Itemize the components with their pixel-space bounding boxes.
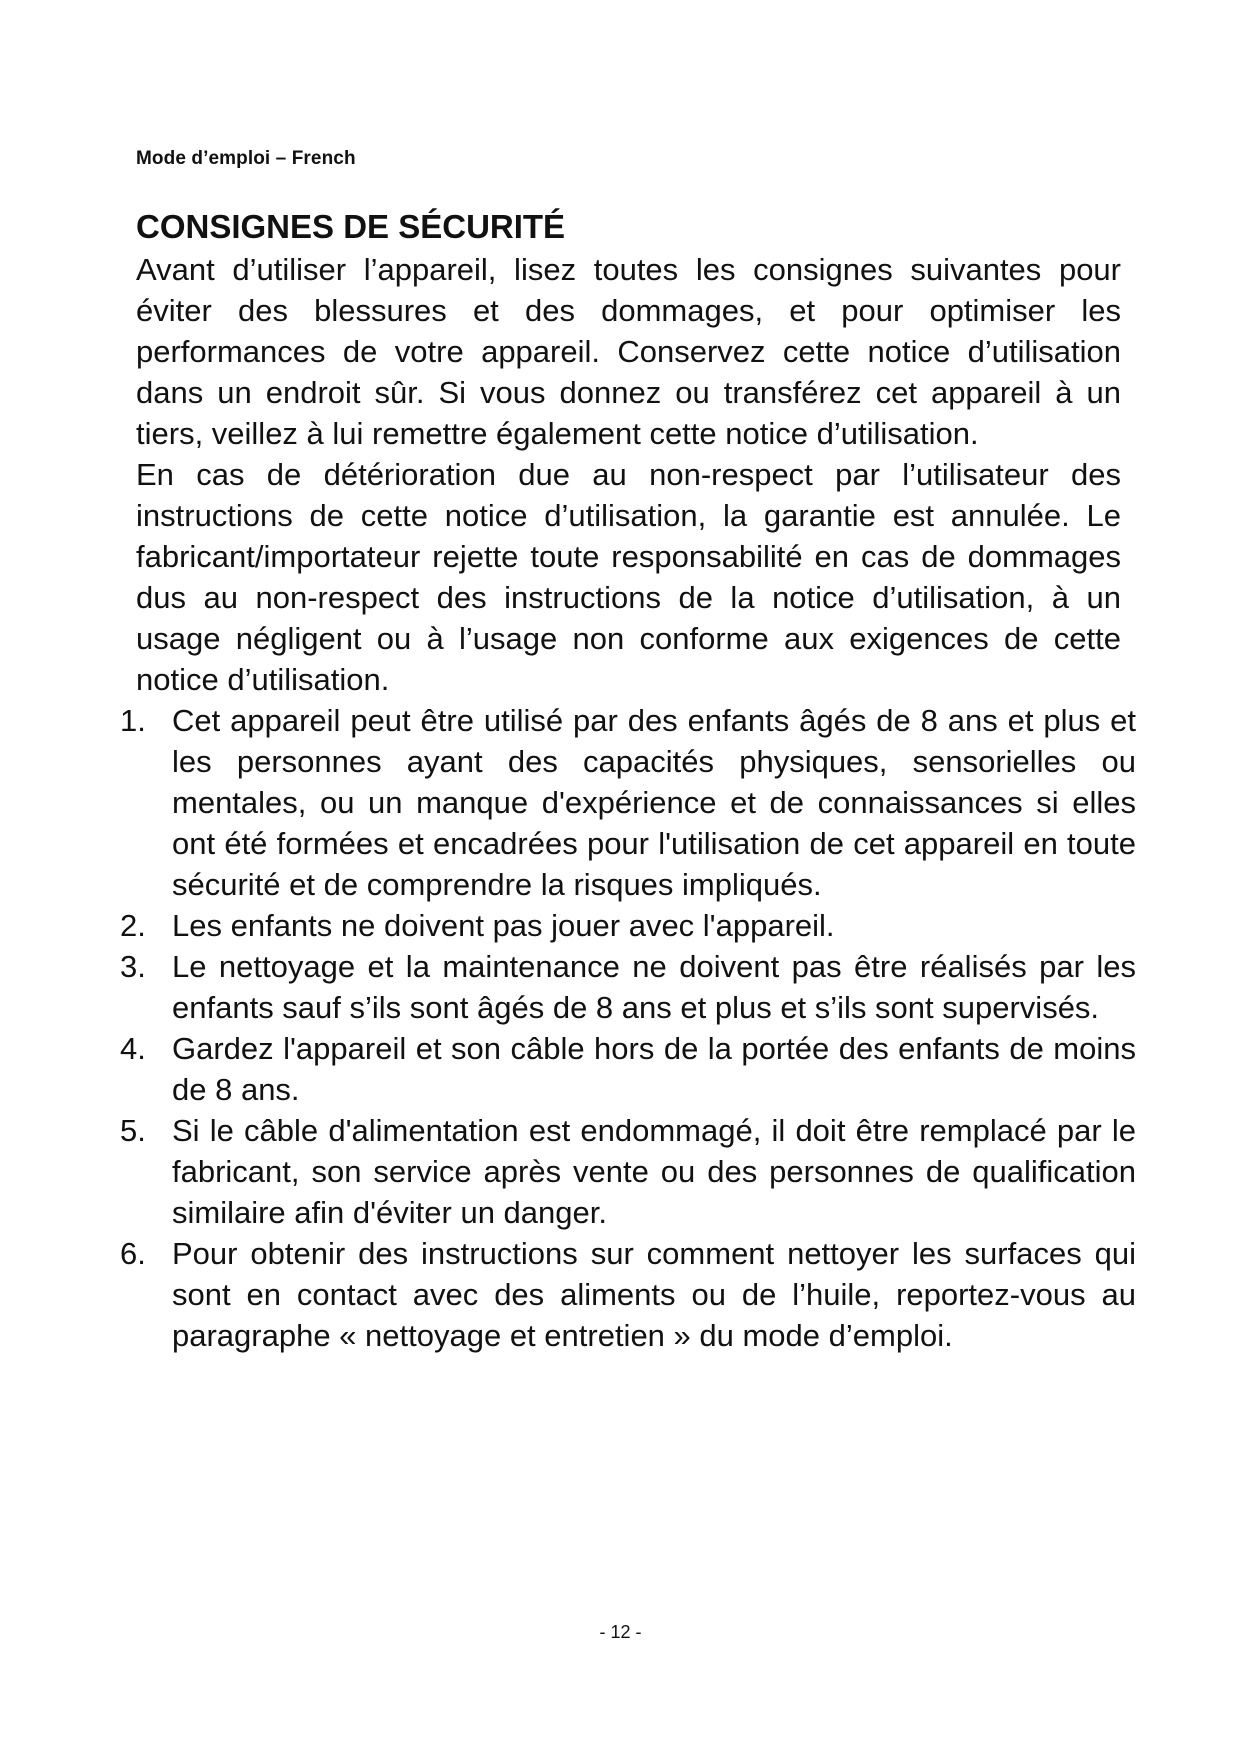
list-item-text: Si le câble d'alimentation est endommagé, il doit être remplacé par le fabricant, son service après vente ou des personnes de qualification similaire afin d'éviter un danger. [172, 1113, 1136, 1230]
list-item-number: 2. [120, 908, 146, 943]
list-item [120, 700, 1136, 905]
list-item-number: 5. [120, 1113, 146, 1148]
page-header: Mode d’emploi – French [136, 148, 356, 169]
page-number: - 12 - [599, 1622, 642, 1642]
safety-section [120, 205, 1136, 1356]
list-item-number: 3. [120, 949, 146, 984]
intro-paragraph: Avant d’utiliser l’appareil, lisez toutes les consignes suivantes pour éviter des blessures et des dommages, et pour optimiser les performances de votre appareil. Conservez cette notice d’utilisation dans un endroit sûr. Si vous donnez ou transférez cet appareil à un tiers, veillez à lui remettre également cette notice d’utilisation. [136, 252, 1121, 451]
safety-instructions-list [120, 700, 1136, 1356]
section-title: CONSIGNES DE SÉCURITÉ [136, 208, 566, 245]
list-item-text: Les enfants ne doivent pas jouer avec l'appareil. [172, 908, 835, 943]
list-item-text: Cet appareil peut être utilisé par des enfants âgés de 8 ans et plus et les personnes ayant des capacités physiques, sensorielles ou mentales, ou un manque d'expérience et de connaissances si elles ont été formées et encadrées pour l'utilisation de cet appareil en toute sécurité et de comprendre la risques impliqués. [172, 703, 1136, 902]
list-item-text: Gardez l'appareil et son câble hors de la portée des enfants de moins de 8 ans. [172, 1031, 1136, 1107]
list-item-text: Le nettoyage et la maintenance ne doivent pas être réalisés par les enfants sauf s’ils sont âgés de 8 ans et plus et s’ils sont supervisés. [172, 949, 1136, 1025]
list-item [120, 905, 1136, 946]
list-item [120, 1110, 1136, 1233]
list-item [120, 1028, 1136, 1110]
list-item-text: Pour obtenir des instructions sur comment nettoyer les surfaces qui sont en contact avec des aliments ou de l’huile, reportez-vous au paragraphe « nettoyage et entretien » du mode d’emploi. [172, 1236, 1136, 1353]
list-item-number: 4. [120, 1031, 146, 1066]
list-item [120, 1233, 1136, 1356]
list-item-number: 1. [120, 703, 146, 738]
warranty-paragraph: En cas de détérioration due au non-respect par l’utilisateur des instructions de cette notice d’utilisation, la garantie est annulée. Le fabricant/importateur rejette toute responsabilité en cas de dommages dus au non-respect des instructions de la notice d’utilisation, à un usage négligent ou à l’usage non conforme aux exigences de cette notice d’utilisation. [136, 457, 1121, 697]
list-item [120, 946, 1136, 1028]
list-item-number: 6. [120, 1236, 146, 1271]
